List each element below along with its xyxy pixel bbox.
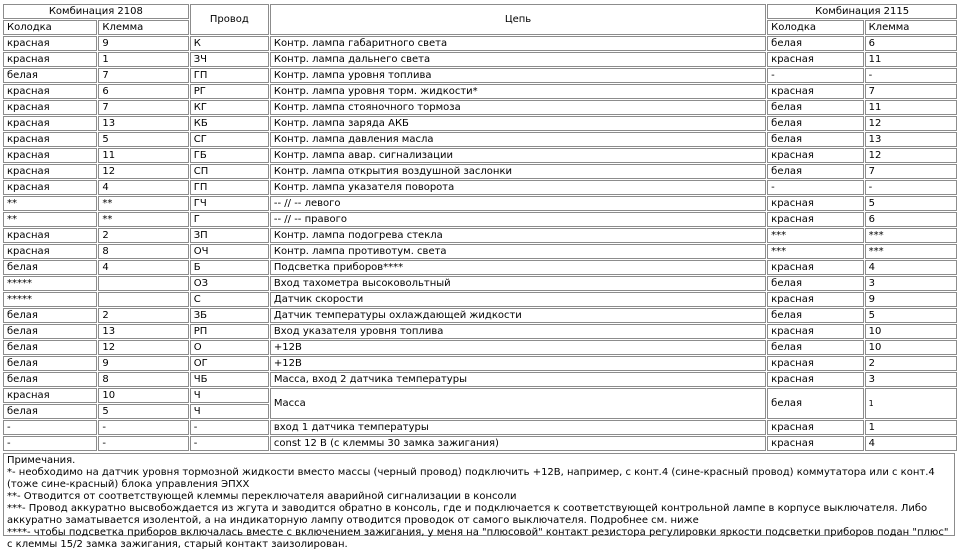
terminal-2115-cell: 3	[865, 276, 957, 291]
terminal-2115-cell: 12	[865, 148, 957, 163]
table-row	[3, 436, 957, 451]
block-2115-cell: красная	[767, 356, 863, 371]
block-2115-cell: белая	[767, 276, 863, 291]
terminal-2115-cell: 10	[865, 324, 957, 339]
circuit-cell: Контр. лампа противотум. света	[270, 244, 766, 259]
wire-cell: ЧБ	[190, 372, 269, 387]
terminal-2115-cell: 1	[865, 420, 957, 435]
terminal-2115-cell: ***	[865, 244, 957, 259]
terminal-2115-cell: 13	[865, 132, 957, 147]
wire-cell: Ч	[190, 404, 269, 419]
circuit-cell: Датчик скорости	[270, 292, 766, 307]
table-row	[3, 388, 957, 403]
wire-cell: ГЧ	[190, 196, 269, 211]
block-2115-cell: белая	[767, 388, 863, 419]
block-2108-cell: красная	[3, 132, 97, 147]
terminal-2108-cell: 8	[98, 244, 188, 259]
header-block-2115: Колодка	[767, 20, 863, 35]
block-2115-cell: красная	[767, 372, 863, 387]
terminal-2115-cell: 11	[865, 100, 957, 115]
table-row	[3, 84, 957, 99]
block-2108-cell: красная	[3, 52, 97, 67]
table-row	[3, 324, 957, 339]
circuit-cell: Контр. лампа уровня топлива	[270, 68, 766, 83]
block-2108-cell: белая	[3, 404, 97, 419]
table-row	[3, 212, 957, 227]
block-2115-cell: красная	[767, 436, 863, 451]
circuit-cell: Контр. лампа давления масла	[270, 132, 766, 147]
circuit-cell: Контр. лампа подогрева стекла	[270, 228, 766, 243]
wire-cell: ЗБ	[190, 308, 269, 323]
terminal-2108-cell: 5	[98, 132, 188, 147]
terminal-2108-cell: -	[98, 436, 188, 451]
block-2108-cell: красная	[3, 148, 97, 163]
table-row	[3, 308, 957, 323]
terminal-2115-cell: 7	[865, 164, 957, 179]
header-comb-2115: Комбинация 2115	[767, 4, 957, 19]
block-2108-cell: красная	[3, 388, 97, 403]
notes-title: Примечания.	[7, 455, 76, 466]
table-row	[3, 356, 957, 371]
note-item: ****- чтобы подсветка приборов включалась вместе с включением зажигания, у меня на "плюсовой" контакт резистора регулировки яркости подсветки приборов подан "плюс" с клеммы 15/2 замка зажигания, старый контакт заизолирован.	[7, 527, 949, 550]
block-2108-cell: красная	[3, 84, 97, 99]
terminal-2108-cell: 13	[98, 116, 188, 131]
wiring-table	[2, 3, 958, 452]
block-2115-cell: красная	[767, 84, 863, 99]
notes-block	[3, 453, 955, 550]
circuit-cell: Масса	[270, 388, 766, 419]
block-2115-cell: красная	[767, 292, 863, 307]
block-2115-cell: белая	[767, 36, 863, 51]
table-row	[3, 196, 957, 211]
block-2108-cell: красная	[3, 36, 97, 51]
block-2108-cell: красная	[3, 100, 97, 115]
table-row	[3, 52, 957, 67]
circuit-cell: Датчик температуры охлаждающей жидкости	[270, 308, 766, 323]
block-2108-cell: красная	[3, 164, 97, 179]
circuit-cell: +12В	[270, 340, 766, 355]
block-2108-cell: белая	[3, 324, 97, 339]
wire-cell: ЗЧ	[190, 52, 269, 67]
terminal-2108-cell	[98, 276, 188, 291]
circuit-cell: Подсветка приборов****	[270, 260, 766, 275]
wire-cell: ОЗ	[190, 276, 269, 291]
terminal-2108-cell: 4	[98, 180, 188, 195]
header-circuit: Цепь	[270, 4, 766, 35]
block-2108-cell: белая	[3, 356, 97, 371]
wire-cell: КБ	[190, 116, 269, 131]
wire-cell: ГП	[190, 180, 269, 195]
wire-cell: ГБ	[190, 148, 269, 163]
header-terminal-2108: Клемма	[98, 20, 188, 35]
terminal-2115-cell: 12	[865, 116, 957, 131]
block-2115-cell: красная	[767, 260, 863, 275]
table-row	[3, 340, 957, 355]
circuit-cell: вход 1 датчика температуры	[270, 420, 766, 435]
circuit-cell: -- // -- правого	[270, 212, 766, 227]
wire-cell: С	[190, 292, 269, 307]
block-2108-cell: красная	[3, 180, 97, 195]
header-comb-2108: Комбинация 2108	[3, 4, 189, 19]
table-row	[3, 244, 957, 259]
table-row	[3, 68, 957, 83]
terminal-2108-cell	[98, 292, 188, 307]
header-row-1	[3, 4, 957, 19]
table-row	[3, 36, 957, 51]
terminal-2108-cell: 9	[98, 356, 188, 371]
block-2108-cell: белая	[3, 340, 97, 355]
terminal-2115-cell: 4	[865, 436, 957, 451]
circuit-cell: Контр. лампа указателя поворота	[270, 180, 766, 195]
terminal-2108-cell: 10	[98, 388, 188, 403]
circuit-cell: Масса, вход 2 датчика температуры	[270, 372, 766, 387]
circuit-cell: Контр. лампа уровня торм. жидкости*	[270, 84, 766, 99]
wire-cell: Ч	[190, 388, 269, 403]
wire-cell: РП	[190, 324, 269, 339]
note-item: ***- Провод аккуратно высвобождается из жгута и заводится обратно в консоль, где и подключается к соответствующей контрольной лампе в корпусе выключателя. Либо аккуратно заматывается изолентой, а на индикаторную лампу отводится проводок от самого выключателя. Подробнее см. ниже	[7, 503, 928, 526]
block-2115-cell: белая	[767, 116, 863, 131]
circuit-cell: Вход тахометра высоковольтный	[270, 276, 766, 291]
circuit-cell: Контр. лампа авар. сигнализации	[270, 148, 766, 163]
table-row	[3, 372, 957, 387]
terminal-2115-cell: 6	[865, 212, 957, 227]
block-2108-cell: *****	[3, 276, 97, 291]
table-row	[3, 132, 957, 147]
block-2115-cell: белая	[767, 340, 863, 355]
terminal-2108-cell: 12	[98, 340, 188, 355]
table-row	[3, 260, 957, 275]
wire-cell: РГ	[190, 84, 269, 99]
block-2108-cell: красная	[3, 244, 97, 259]
wire-cell: О	[190, 340, 269, 355]
terminal-2108-cell: 2	[98, 308, 188, 323]
table-row	[3, 228, 957, 243]
block-2108-cell: **	[3, 196, 97, 211]
table-row	[3, 164, 957, 179]
block-2108-cell: белая	[3, 68, 97, 83]
wire-cell: СГ	[190, 132, 269, 147]
circuit-cell: Контр. лампа габаритного света	[270, 36, 766, 51]
terminal-2108-cell: 4	[98, 260, 188, 275]
block-2115-cell: красная	[767, 420, 863, 435]
wire-cell: -	[190, 436, 269, 451]
note-item: *- необходимо на датчик уровня тормозной жидкости вместо массы (черный провод) подключить +12В, например, с конт.4 (сине-красный провод) коммутатора или с конт.4 (тоже сине-красный) блока управления ЭПХХ	[7, 467, 935, 490]
terminal-2108-cell: 8	[98, 372, 188, 387]
block-2115-cell: -	[767, 180, 863, 195]
wire-cell: К	[190, 36, 269, 51]
wire-cell: ОЧ	[190, 244, 269, 259]
block-2115-cell: ***	[767, 244, 863, 259]
header-block-2108: Колодка	[3, 20, 97, 35]
circuit-cell: Контр. лампа стояночного тормоза	[270, 100, 766, 115]
block-2115-cell: ***	[767, 228, 863, 243]
note-item: **- Отводится от соответствующей клеммы переключателя аварийной сигнализации в консоли	[7, 491, 517, 502]
terminal-2108-cell: 5	[98, 404, 188, 419]
terminal-2108-cell: 11	[98, 148, 188, 163]
table-row	[3, 100, 957, 115]
circuit-cell: -- // -- левого	[270, 196, 766, 211]
block-2108-cell: белая	[3, 260, 97, 275]
block-2108-cell: **	[3, 212, 97, 227]
terminal-2115-cell: 3	[865, 372, 957, 387]
header-wire: Провод	[190, 4, 269, 35]
block-2115-cell: красная	[767, 196, 863, 211]
wire-cell: ГП	[190, 68, 269, 83]
circuit-cell: const 12 В (с клеммы 30 замка зажигания)	[270, 436, 766, 451]
terminal-2115-cell: -	[865, 180, 957, 195]
block-2108-cell: красная	[3, 228, 97, 243]
terminal-2108-cell: 7	[98, 100, 188, 115]
terminal-2108-cell: 2	[98, 228, 188, 243]
wiring-document	[2, 3, 958, 550]
terminal-2108-cell: **	[98, 212, 188, 227]
circuit-cell: Контр. лампа дальнего света	[270, 52, 766, 67]
header-terminal-2115: Клемма	[865, 20, 957, 35]
block-2115-cell: красная	[767, 212, 863, 227]
table-body	[3, 36, 957, 451]
terminal-2108-cell: 6	[98, 84, 188, 99]
block-2108-cell: белая	[3, 372, 97, 387]
terminal-2108-cell: **	[98, 196, 188, 211]
block-2115-cell: красная	[767, 52, 863, 67]
terminal-2115-cell: 2	[865, 356, 957, 371]
terminal-2108-cell: 1	[98, 52, 188, 67]
block-2115-cell: белая	[767, 100, 863, 115]
table-row	[3, 420, 957, 435]
wire-cell: СП	[190, 164, 269, 179]
table-row	[3, 180, 957, 195]
terminal-2115-cell: ***	[865, 228, 957, 243]
block-2108-cell: *****	[3, 292, 97, 307]
block-2108-cell: -	[3, 436, 97, 451]
terminal-2115-cell: -	[865, 68, 957, 83]
wire-cell: КГ	[190, 100, 269, 115]
terminal-2108-cell: 9	[98, 36, 188, 51]
block-2115-cell: красная	[767, 324, 863, 339]
terminal-2115-cell: 1	[865, 388, 957, 419]
wire-cell: Г	[190, 212, 269, 227]
terminal-2108-cell: 7	[98, 68, 188, 83]
terminal-2108-cell: 12	[98, 164, 188, 179]
terminal-2115-cell: 6	[865, 36, 957, 51]
terminal-2115-cell: 7	[865, 84, 957, 99]
terminal-2115-cell: 5	[865, 196, 957, 211]
terminal-2115-cell: 10	[865, 340, 957, 355]
wire-cell: Б	[190, 260, 269, 275]
block-2115-cell: -	[767, 68, 863, 83]
terminal-2115-cell: 5	[865, 308, 957, 323]
block-2108-cell: -	[3, 420, 97, 435]
wire-cell: -	[190, 420, 269, 435]
circuit-cell: Контр. лампа заряда АКБ	[270, 116, 766, 131]
block-2108-cell: красная	[3, 116, 97, 131]
wire-cell: ОГ	[190, 356, 269, 371]
circuit-cell: Контр. лампа открытия воздушной заслонки	[270, 164, 766, 179]
circuit-cell: +12В	[270, 356, 766, 371]
block-2115-cell: красная	[767, 148, 863, 163]
terminal-2115-cell: 4	[865, 260, 957, 275]
block-2115-cell: белая	[767, 164, 863, 179]
block-2115-cell: белая	[767, 308, 863, 323]
terminal-2108-cell: -	[98, 420, 188, 435]
table-row	[3, 148, 957, 163]
terminal-2115-cell: 11	[865, 52, 957, 67]
circuit-cell: Вход указателя уровня топлива	[270, 324, 766, 339]
terminal-2108-cell: 13	[98, 324, 188, 339]
table-row	[3, 116, 957, 131]
block-2115-cell: белая	[767, 132, 863, 147]
wire-cell: ЗП	[190, 228, 269, 243]
block-2108-cell: белая	[3, 308, 97, 323]
table-row	[3, 276, 957, 291]
terminal-2115-cell: 9	[865, 292, 957, 307]
table-row	[3, 292, 957, 307]
